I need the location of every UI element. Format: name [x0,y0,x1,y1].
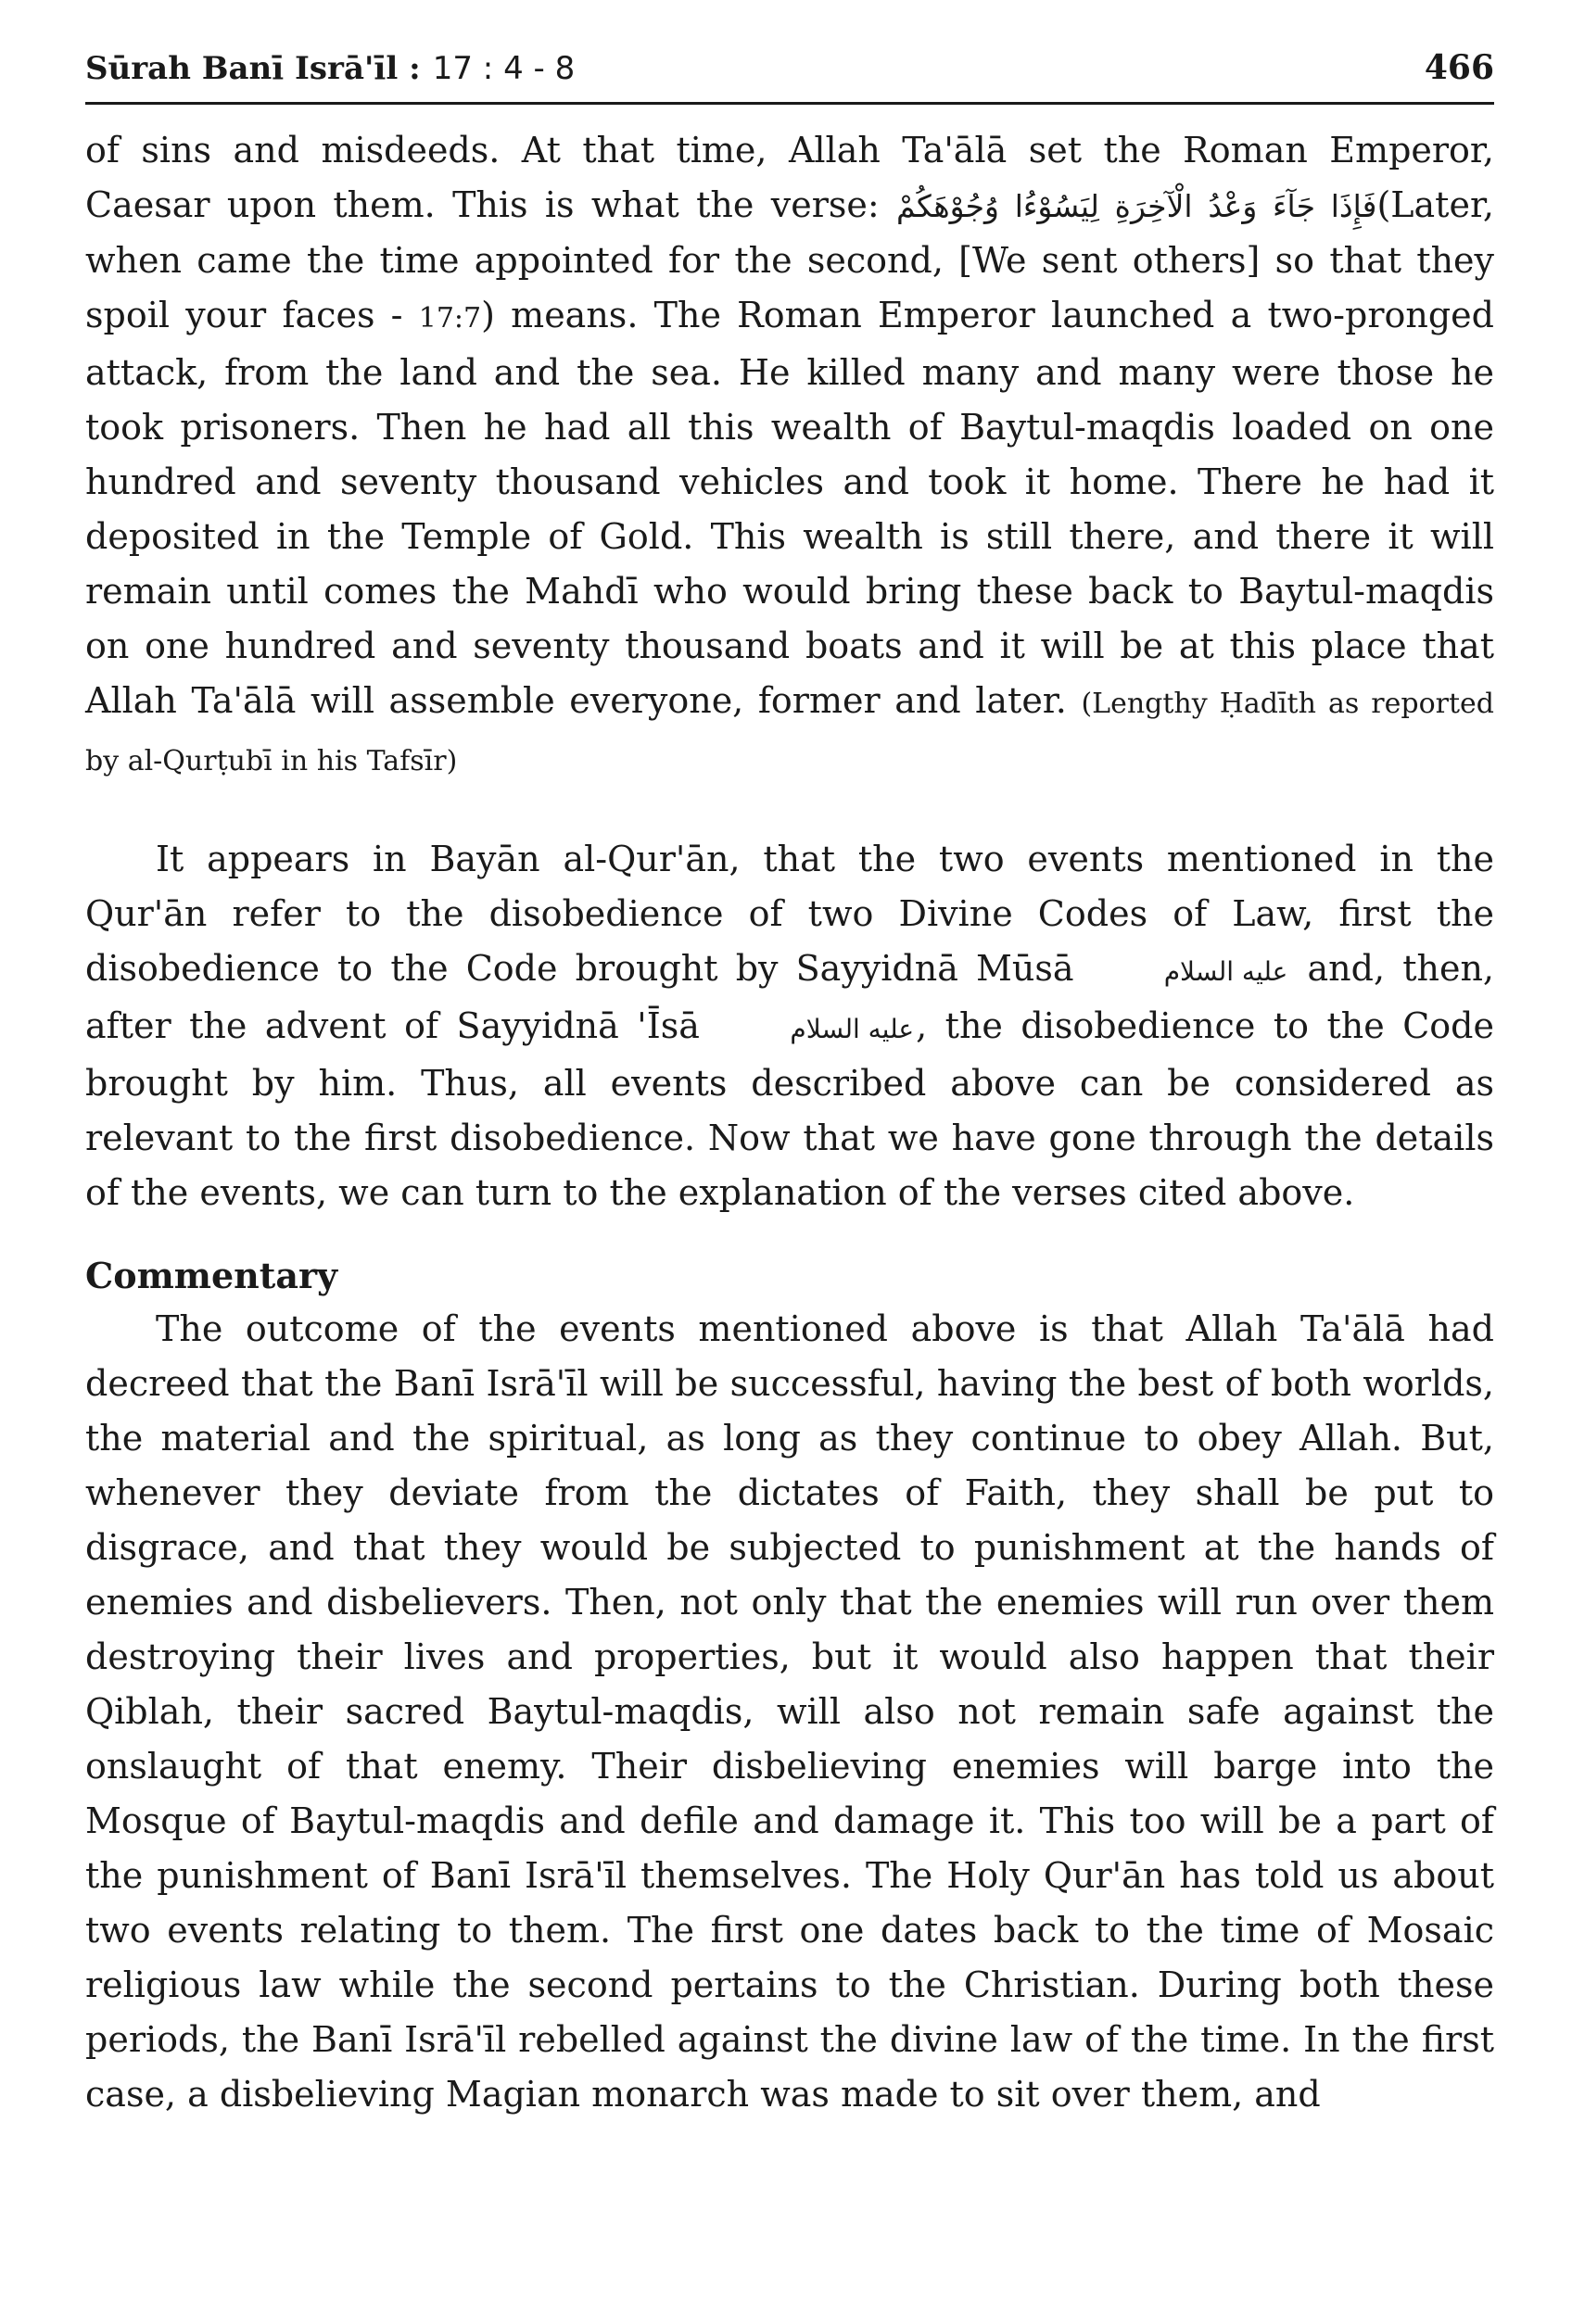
para1-text-start: of sins and misdeeds. At that time, Allah Ta'ālā set the Roman Emperor, Caesar upon them. This is what the verse: [85,130,1494,225]
arabic-verse: فَإِذَا جَآءَ وَعْدُ الْآخِرَةِ لِيَسُوْءُا وُجُوْهَكُمْ [896,188,1377,224]
surah-title: Sūrah Banī Isrā'īl : [85,50,421,87]
section-heading-commentary: Commentary [85,1255,338,1296]
page-number: 466 [1424,48,1494,87]
paragraph-2 [85,832,1494,1220]
paragraph-gap [85,789,1494,832]
verse-range: 17 : 4 - 8 [432,50,576,87]
header-title-group [85,50,575,87]
para2-text-3: , the disobedience to the Code brought by him. Thus, all events described above can be considered as relevant to the first disobedience. Now that we have gone through the details of the events, we can turn to the explanation of the verses cited above. [85,1005,1494,1213]
body-text [85,123,1494,2122]
para2-text-2: and, then, after the advent of Sayyidnā 'Īsā [85,948,1494,1046]
commentary-paragraph: The outcome of the events mentioned above is that Allah Ta'ālā had decreed that the Banī Isrā'īl will be successful, having the best of both worlds, the material and the spiritual, as long as they continue to obey Allah. But, whenever they deviate from the dictates of Faith, they shall be put to disgrace, and that they would be subjected to punishment at the hands of enemies and disbelievers. Then, not only that the enemies will run over them destroying their lives and properties, but it would also happen that their Qiblah, their sacred Baytul-maqdis, will also not remain safe against the onslaught of that enemy. Their disbelieving enemies will barge into the Mosque of Baytul-maqdis and defile and damage it. This too will be a part of the punishment of Banī Isrā'īl themselves. The Holy Qur'ān has told us about two events relating to them. The first one dates back to the time of Mosaic religious law while the second pertains to the Christian. During both these periods, the Banī Isrā'īl rebelled against the divine law of the time. In the first case, a disbelieving Magian monarch was made to sit over them, and [85,1308,1494,2115]
honorific-symbol: عليه السلام [790,1014,915,1044]
para1-translation: (Later, when came the time appointed for the second, [We sent others] so that they spoil your faces - [85,184,1495,335]
section-gap [85,1220,1494,1250]
hadith-citation: (Lengthy Ḥadīth as reported by al-Qurṭubī in his Tafsīr) [85,688,1494,777]
honorific-symbol: عليه السلام [1163,956,1288,987]
para1-text-end: ) means. The Roman Emperor launched a two-pronged attack, from the land and the sea. He killed many and many were those he took prisoners. Then he had all this wealth of Baytul-maqdis loaded on one hundred and seventy thousand vehicles and took it home. There he had it deposited in the Temple of Gold. This wealth is still there, and there it will remain until comes the Mahdī who would bring these back to Baytul-maqdis on one hundred and seventy thousand boats and it will be at this place that Allah Ta'ālā will assemble everyone, former and later. [85,295,1494,721]
book-page [85,48,1494,2122]
paragraph-1 [85,123,1494,789]
para2-text-1: It appears in Bayān al-Qur'ān, that the two events mentioned in the Qur'ān refer to the disobedience of two Divine Codes of Law, first the disobedience to the Code brought by Sayyidnā Mūsā [85,839,1494,989]
verse-reference: 17:7 [418,302,482,335]
running-header [85,48,1494,105]
